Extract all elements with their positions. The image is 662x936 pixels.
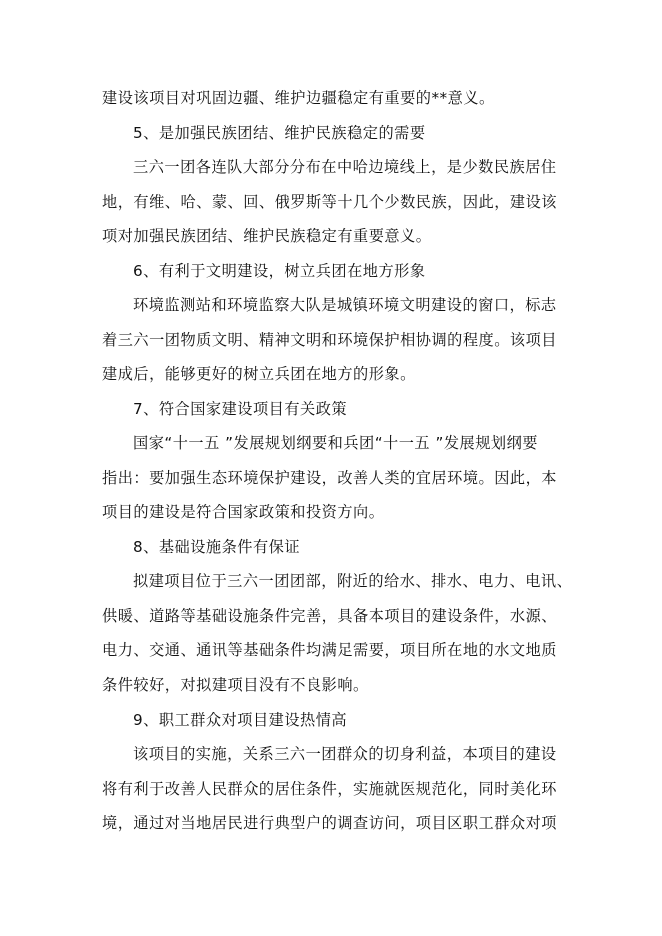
paragraph-line-4: 地，有维、哈、蒙、回、俄罗斯等十几个少数民族，因此，建设该: [102, 193, 557, 211]
paragraph-line-7: 环境监测站和环境监察大队是城镇环境文明建设的窗口，标志: [133, 296, 557, 314]
paragraph-line-13: 项目的建设是符合国家政策和投资方向。: [102, 503, 385, 521]
section-heading-7: 7、符合国家建设项目有关政策: [133, 400, 348, 418]
paragraph-line-9: 建成后，能够更好的树立兵团在地方的形象。: [102, 365, 416, 383]
paragraph-line-5: 项对加强民族团结、维护民族稳定有重要意义。: [102, 227, 432, 245]
paragraph-line-16: 供暖、道路等基础设施条件完善，具备本项目的建设条件，水源、: [102, 607, 557, 625]
paragraph-line-20: 该项目的实施，关系三六一团群众的切身利益，本项目的建设: [133, 745, 557, 763]
paragraph-line-21: 将有利于改善人民群众的居住条件，实施就医规范化，同时美化环: [102, 780, 557, 798]
section-heading-9: 9、职工群众对项目建设热情高: [133, 711, 348, 729]
paragraph-line-17: 电力、交通、通讯等基础条件均满足需要，项目所在地的水文地质: [102, 641, 557, 659]
paragraph-line-15: 拟建项目位于三六一团团部，附近的给水、排水、电力、电讯、: [133, 572, 573, 590]
paragraph-line-18: 条件较好，对拟建项目没有不良影响。: [102, 676, 369, 694]
paragraph-line-3: 三六一团各连队大部分分布在中哈边境线上，是少数民族居住: [133, 158, 557, 176]
section-heading-6: 6、有利于文明建设，树立兵团在地方形象: [133, 262, 426, 280]
paragraph-line-11: 国家“十一五 ”发展规划纲要和兵团“十一五 ”发展规划纲要: [133, 434, 538, 452]
paragraph-line-8: 着三六一团物质文明、精神文明和环境保护相协调的程度。该项目: [102, 331, 557, 349]
paragraph-line-1: 建设该项目对巩固边疆、维护边疆稳定有重要的**意义。: [102, 89, 495, 107]
section-heading-5: 5、是加强民族团结、维护民族稳定的需要: [133, 124, 426, 142]
paragraph-line-22: 境，通过对当地居民进行典型户的调查访问，项目区职工群众对项: [102, 814, 557, 832]
section-heading-8: 8、基础设施条件有保证: [133, 538, 301, 556]
paragraph-line-12: 指出：要加强生态环境保护建设，改善人类的宜居环境。因此，本: [102, 469, 557, 487]
